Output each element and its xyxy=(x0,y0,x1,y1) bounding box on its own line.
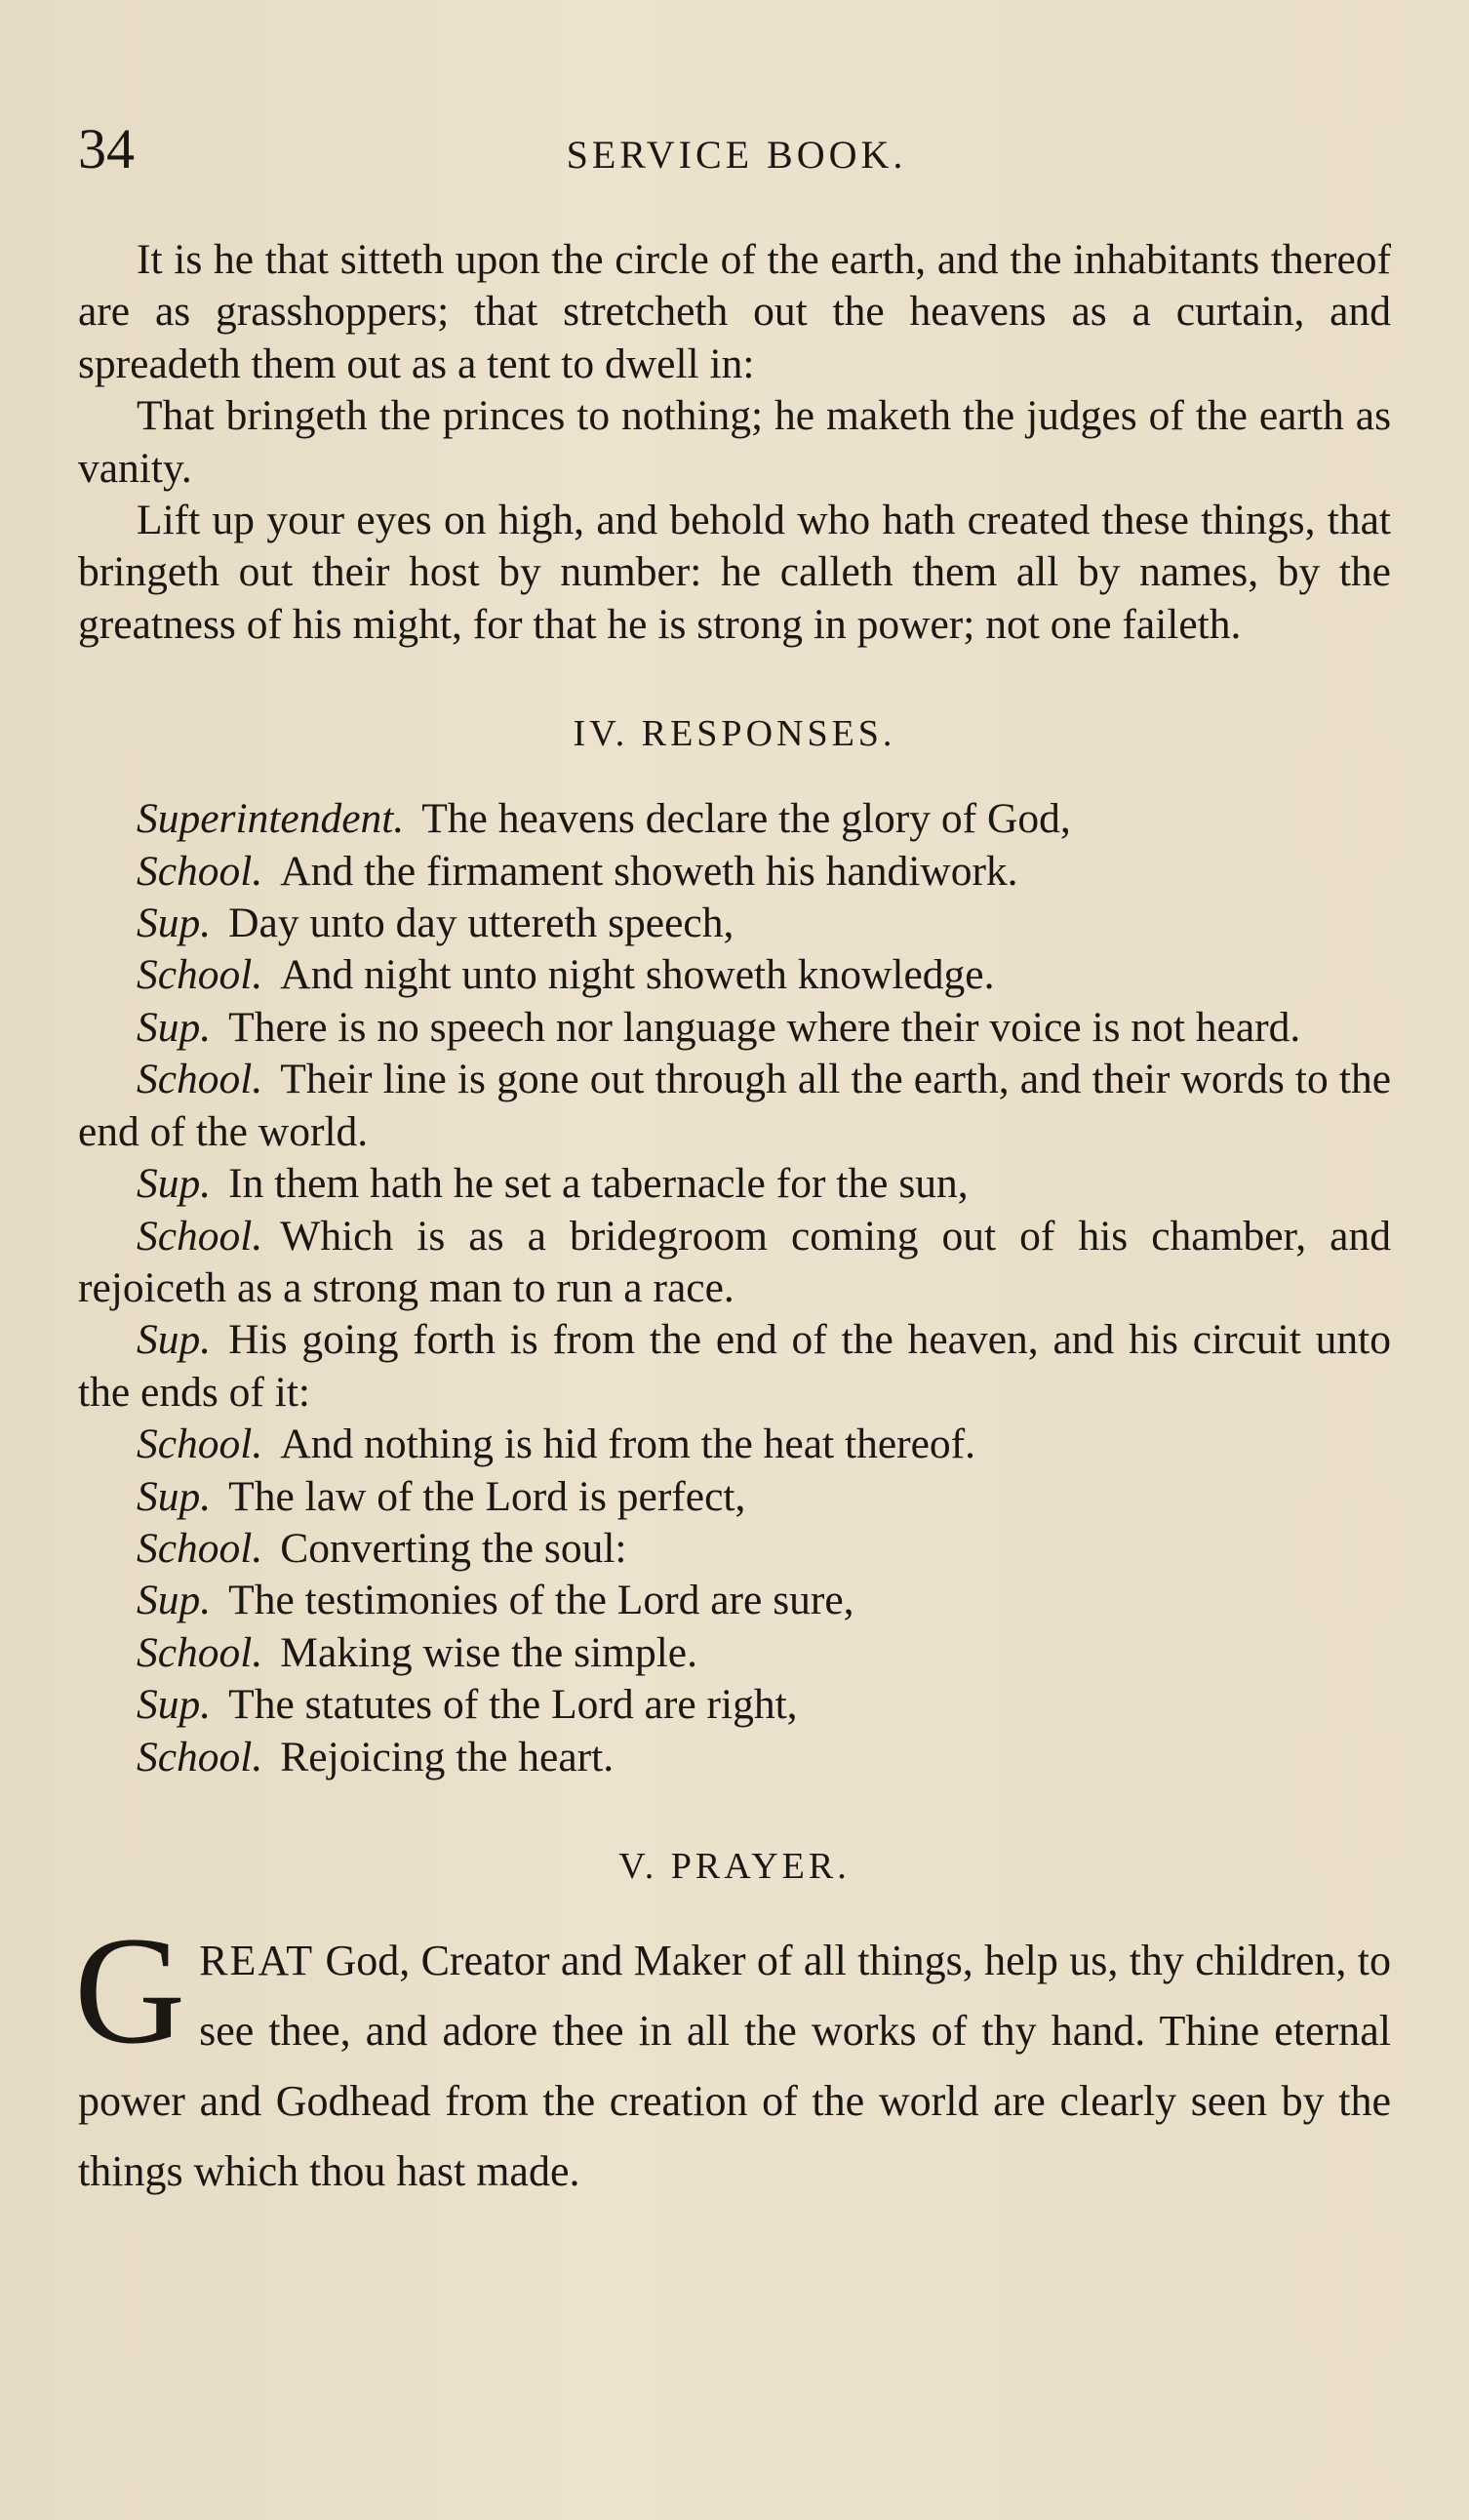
response-line xyxy=(78,1627,1391,1679)
response-line xyxy=(78,1314,1391,1419)
response-text: The law of the Lord is perfect, xyxy=(228,1472,746,1520)
response-line xyxy=(78,1732,1391,1783)
response-speaker: Sup. xyxy=(137,1577,212,1624)
response-speaker: Sup. xyxy=(137,900,212,947)
response-speaker: School. xyxy=(137,951,263,999)
response-text: Day unto day uttereth speech, xyxy=(228,900,734,947)
scripture-verse: Lift up your eyes on high, and behold who hath created these things, that bringeth out their host by number: he calleth them all by names, by the greatness of his might, for that he is strong in power; not one faileth. xyxy=(78,497,1391,648)
response-line xyxy=(78,1575,1391,1626)
response-speaker: Sup. xyxy=(137,1003,212,1051)
response-line xyxy=(78,1211,1391,1315)
response-speaker: School. xyxy=(137,1056,263,1103)
prayer-heading: V. PRAYER. xyxy=(618,1845,851,1887)
response-line xyxy=(78,1471,1391,1523)
responses-list xyxy=(78,793,1391,1783)
response-text: The testimonies of the Lord are sure, xyxy=(228,1577,854,1624)
running-head: SERVICE BOOK. xyxy=(566,133,907,177)
response-text: His going forth is from the end of the heaven, and his circuit unto the ends of it: xyxy=(78,1316,1391,1416)
response-speaker: Sup. xyxy=(137,1160,212,1208)
response-speaker: School. xyxy=(137,1628,263,1676)
response-speaker: School. xyxy=(137,1733,263,1780)
scripture-passage xyxy=(78,234,1391,651)
response-text: The heavens declare the glory of God, xyxy=(421,795,1071,843)
response-text: And the firmament showeth his handiwork. xyxy=(280,847,1018,895)
prayer-text: God, Creator and Maker of all things, help us, thy children, to see thee, and adore thee in all the works of thy hand. Thine eternal power and Godhead from the creation of the world are clearly seen by the things which thou hast made. xyxy=(78,1936,1391,2195)
response-speaker: Sup. xyxy=(137,1681,212,1729)
response-text: Which is as a bridegroom coming out of his chamber, and rejoiceth as a strong man to run a race. xyxy=(78,1212,1391,1311)
response-text: And nothing is hid from the heat thereof. xyxy=(280,1420,976,1468)
response-line xyxy=(78,1419,1391,1470)
scripture-verse: It is he that sitteth upon the circle of the earth, and the inhabitants thereof are as grasshoppers; that stretcheth out the heavens as a curtain, and spreadeth them out as a tent to dwell in: xyxy=(78,236,1391,387)
response-text: Rejoicing the heart. xyxy=(280,1733,615,1780)
response-speaker: School. xyxy=(137,1212,263,1260)
response-speaker: Superintendent. xyxy=(137,795,405,843)
prayer-paragraph xyxy=(74,1904,1391,2207)
response-text: Converting the soul: xyxy=(280,1524,627,1572)
response-line xyxy=(78,1054,1391,1158)
responses-heading: IV. RESPONSES. xyxy=(573,713,896,755)
response-text: Their line is gone out through all the earth, and their words to the end of the world. xyxy=(78,1056,1391,1155)
page-header xyxy=(78,115,1395,183)
response-line xyxy=(78,846,1391,898)
response-line xyxy=(78,949,1391,1001)
response-line xyxy=(78,898,1391,949)
response-text: In them hath he set a tabernacle for the sun, xyxy=(228,1160,969,1208)
scripture-verse: That bringeth the princes to nothing; he maketh the judges of the earth as vanity. xyxy=(78,392,1391,492)
page-content xyxy=(74,234,1391,2207)
response-line xyxy=(78,1002,1391,1054)
response-line xyxy=(78,1158,1391,1210)
response-speaker: Sup. xyxy=(137,1316,212,1364)
drop-cap: G xyxy=(74,1904,186,2076)
response-line xyxy=(78,793,1391,845)
response-line xyxy=(78,1679,1391,1731)
response-speaker: Sup. xyxy=(137,1472,212,1520)
response-text: The statutes of the Lord are right, xyxy=(228,1681,798,1729)
response-speaker: School. xyxy=(137,847,263,895)
response-text: And night unto night showeth knowledge. xyxy=(280,951,995,999)
response-speaker: School. xyxy=(137,1524,263,1572)
prayer-first-word: REAT xyxy=(199,1936,315,1984)
response-speaker: School. xyxy=(137,1420,263,1468)
response-line xyxy=(78,1523,1391,1575)
page-number: 34 xyxy=(78,117,135,180)
response-text: There is no speech nor language where their voice is not heard. xyxy=(228,1003,1301,1051)
response-text: Making wise the simple. xyxy=(280,1628,697,1676)
